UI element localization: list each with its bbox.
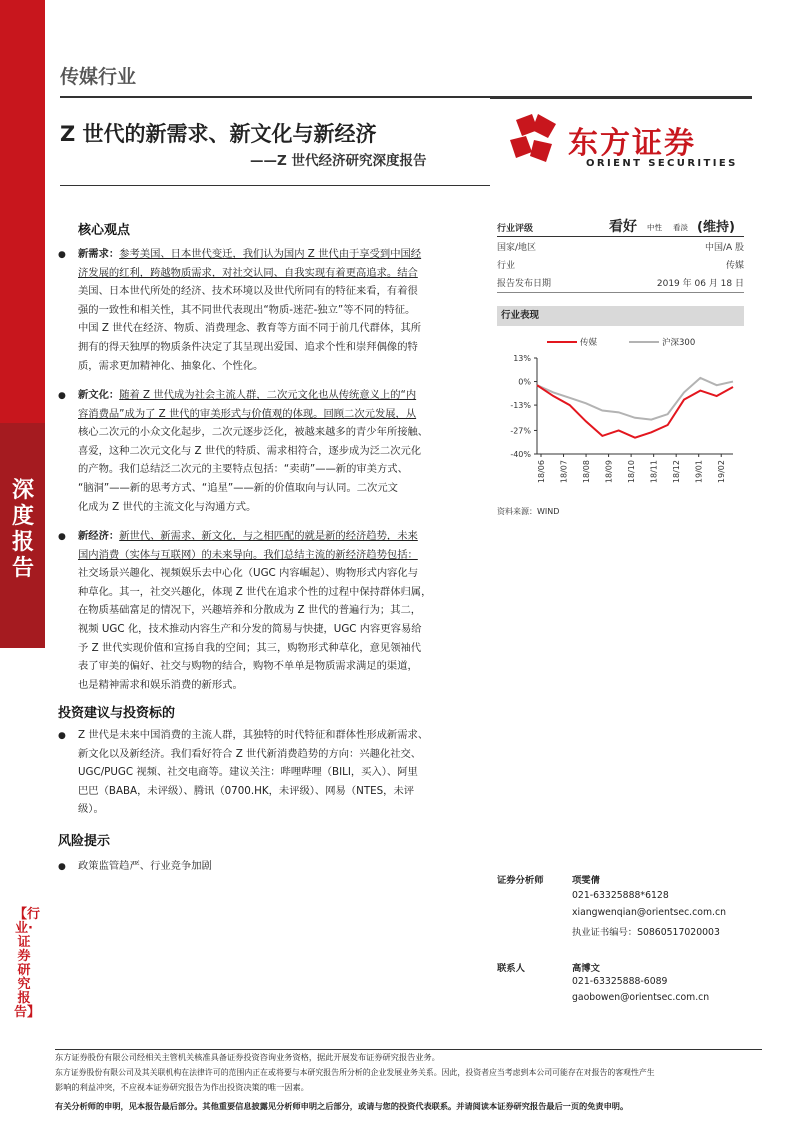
y-tick-label: 0% [518, 377, 531, 387]
contact-label: 联系人 [497, 963, 525, 974]
analyst-phone: 021-63325888*6128 [572, 890, 669, 901]
investment-heading: 投资建议与投资标的 [58, 706, 176, 721]
bullet-new-culture: 新文化：随着 Z 世代成为社会主流人群，二次元文化也从传统意义上的“内 容消费品”成为了 Z 世代的审美形式与价值观的体现。回顾二次元发展，从 核心二次元的小众文化起步，二次元逐步泛化，被越来越多的青少年所接触、 喜爱，这种二次元文化与 Z 世代的特质、需求相符合，逐步成为泛二次元化 的产物。我们总结泛二次元的主要特点包括：“卖萌”——新的审美方式、 “脑洞”——新的思考方式、“追星”——新的价值取向与认同。二次元文 化成为 Z 世代的主流文化与沟通方式。 [78, 389, 429, 513]
x-tick-label: 18/12 [672, 460, 682, 484]
y-tick-label: 13% [513, 354, 531, 363]
performance-heading: 行业表现 [501, 310, 540, 321]
y-tick-label: -40% [510, 450, 531, 459]
x-tick-label: 18/10 [627, 460, 637, 484]
rating-label: 行业评级 [497, 224, 534, 234]
report-type-label: 深度报告 [11, 478, 34, 581]
x-tick-label: 19/02 [717, 460, 727, 484]
analyst-email: xiangwenqian@orientsec.com.cn [572, 907, 726, 918]
legend-label: 传媒 [580, 338, 598, 348]
contact-name: 高博文 [572, 963, 600, 974]
logo-text-en: ORIENT SECURITIES [586, 158, 738, 169]
sidebar-red-band [0, 0, 45, 423]
rating-scale-neutral: 中性 [647, 223, 662, 232]
analyst-block [497, 872, 744, 1022]
x-tick-label: 18/08 [582, 460, 592, 484]
industry-label: 传媒行业 [60, 66, 137, 88]
bullet-icon: ● [58, 862, 66, 872]
contact-phone: 021-63325888-6089 [572, 976, 668, 987]
bullet-lead: 新经济： [78, 530, 120, 542]
legend-label: 沪深300 [662, 338, 696, 348]
analyst-cert: 执业证书编号：S0860517020003 [572, 927, 720, 938]
info-row: 行业 传媒 [497, 261, 744, 271]
x-tick-label: 18/09 [604, 460, 614, 484]
x-tick-label: 18/06 [537, 460, 546, 484]
page-subtitle: ——Z 世代经济研究深度报告 [250, 153, 427, 169]
bullet-lead: 新文化： [78, 389, 120, 401]
bullet-icon: ● [58, 250, 66, 260]
page-title: Z 世代的新需求、新文化与新经济 [60, 122, 377, 146]
analyst-name: 项雯倩 [572, 875, 600, 886]
series-line-沪深300 [537, 378, 733, 420]
chart-source: 资料来源：WIND [497, 507, 560, 516]
info-divider [497, 292, 744, 293]
rating-row [497, 216, 744, 237]
y-tick-label: -13% [510, 401, 531, 411]
rating-scale-bearish: 看淡 [673, 223, 688, 232]
info-row: 报告发布日期 2019 年 06 月 18 日 [497, 279, 744, 289]
bullet-lead: 新需求： [78, 248, 120, 260]
x-tick-label: 18/11 [649, 460, 659, 484]
x-tick-label: 18/07 [559, 460, 569, 484]
bullet-icon: ● [58, 532, 66, 542]
report-category-label: 【行业·证券研究报告】 [14, 907, 41, 1020]
x-tick-label: 19/01 [694, 460, 704, 484]
logo-text-cn: 东方证券 [568, 126, 696, 161]
bullet-icon: ● [58, 731, 66, 741]
info-row: 国家/地区 中国/A 股 [497, 243, 744, 253]
header-rule-left [60, 96, 490, 98]
contact-email: gaobowen@orientsec.com.cn [572, 992, 710, 1003]
analyst-label: 证券分析师 [497, 875, 544, 886]
series-line-传媒 [537, 385, 733, 438]
header-rule-right [490, 96, 752, 99]
bullet-new-demand: 新需求：参考美国、日本世代变迁，我们认为国内 Z 世代由于享受到中国经 济发展的红利，跨越物质需求，对社交认同、自我实现有着更高追求。结合 美国、日本世代所处的经济、技术环境以及世代所同有的特征来看，有着很 强的一致性和相关性，其不同世代表现出“物质-迷茫-独立”等不同的特征。 中国 Z 世代在经济、物质、消费理念、教育等方面不同于前几代群体，其所 拥有的得天独厚的物质条件决定了其呈现出爱国、追求个性和崇拜偶像的特 质，需求更加精神化、抽象化、个性化。 [78, 248, 422, 372]
bullet-new-economy: 新经济：新世代、新需求、新文化，与之相匹配的就是新的经济趋势，未来 国内消费（实体与互联网）的未来导向。我们总结主流的新经济趋势包括： 社交场景兴趣化、视频娱乐去中心化（UGC 内容崛起）、购物形式内容化与 种草化。其一，社交兴趣化，体现 Z 世代在追求个性的过程中保持群体归属， 在物质基础富足的情况下，兴趣培养和分散成为 Z 世代的普遍行为；其二， 视频 UGC 化，技术推动内容生产和分发的简易与快捷，UGC 内容更容易给 予 Z 世代实现价值和宣扬自我的空间；其三，购物形式种草化，意见领袖代 表了审美的偏好、社交与购物的结合，购物不单单是物质需求满足的渠道， 也是精神需求和娱乐消费的新形式。 [78, 530, 432, 691]
bullet-icon: ● [58, 391, 66, 401]
y-tick-label: -27% [510, 426, 531, 436]
performance-heading-bar [497, 306, 744, 326]
performance-chart [497, 330, 744, 505]
investment-paragraph: Z 世代是未来中国消费的主流人群，其独特的时代特征和群体性形成新需求、 新文化以及新经济。我们看好符合 Z 世代新消费趋势的方向：兴趣化社交、 UGC/PUGC 视频、社交电商等。建议关注：哔哩哔哩（BILI，买入）、阿里 巴巴（BABA，未评级）、腾讯（0700.HK，未评级）、网易（NTES，未评 级）。 [78, 729, 429, 816]
rating-value: 看好 [609, 219, 637, 235]
core-view-heading: 核心观点 [78, 223, 131, 238]
risk-item: 政策监管趋严、行业竞争加剧 [78, 860, 212, 872]
company-logo-icon [506, 110, 562, 170]
header-rule-bottom [60, 185, 490, 186]
risk-heading: 风险提示 [58, 834, 111, 849]
rating-status: (维持) [697, 220, 735, 235]
footer-disclaimer: 东方证券股份有限公司经相关主管机关核准具备证券投资咨询业务资格，据此开展发布证券研究报告业务。 东方证券股份有限公司及其关联机构在法律许可的范围内正在或将要与本研究报告所分析的企业发展业务关系。因此，投资者应当考虑到本公司可能存在对报告的客观性产生 影响的利益冲突，不应视本证券研究报告为作出投资决策的唯一因素。 有关分析师的申明，见本报告最后部分。其他重要信息披露见分析师申明之后部分，或请与您的投资代表联系。并请阅读本证券研究报告最后一页的免责申明。 [55, 1052, 655, 1111]
